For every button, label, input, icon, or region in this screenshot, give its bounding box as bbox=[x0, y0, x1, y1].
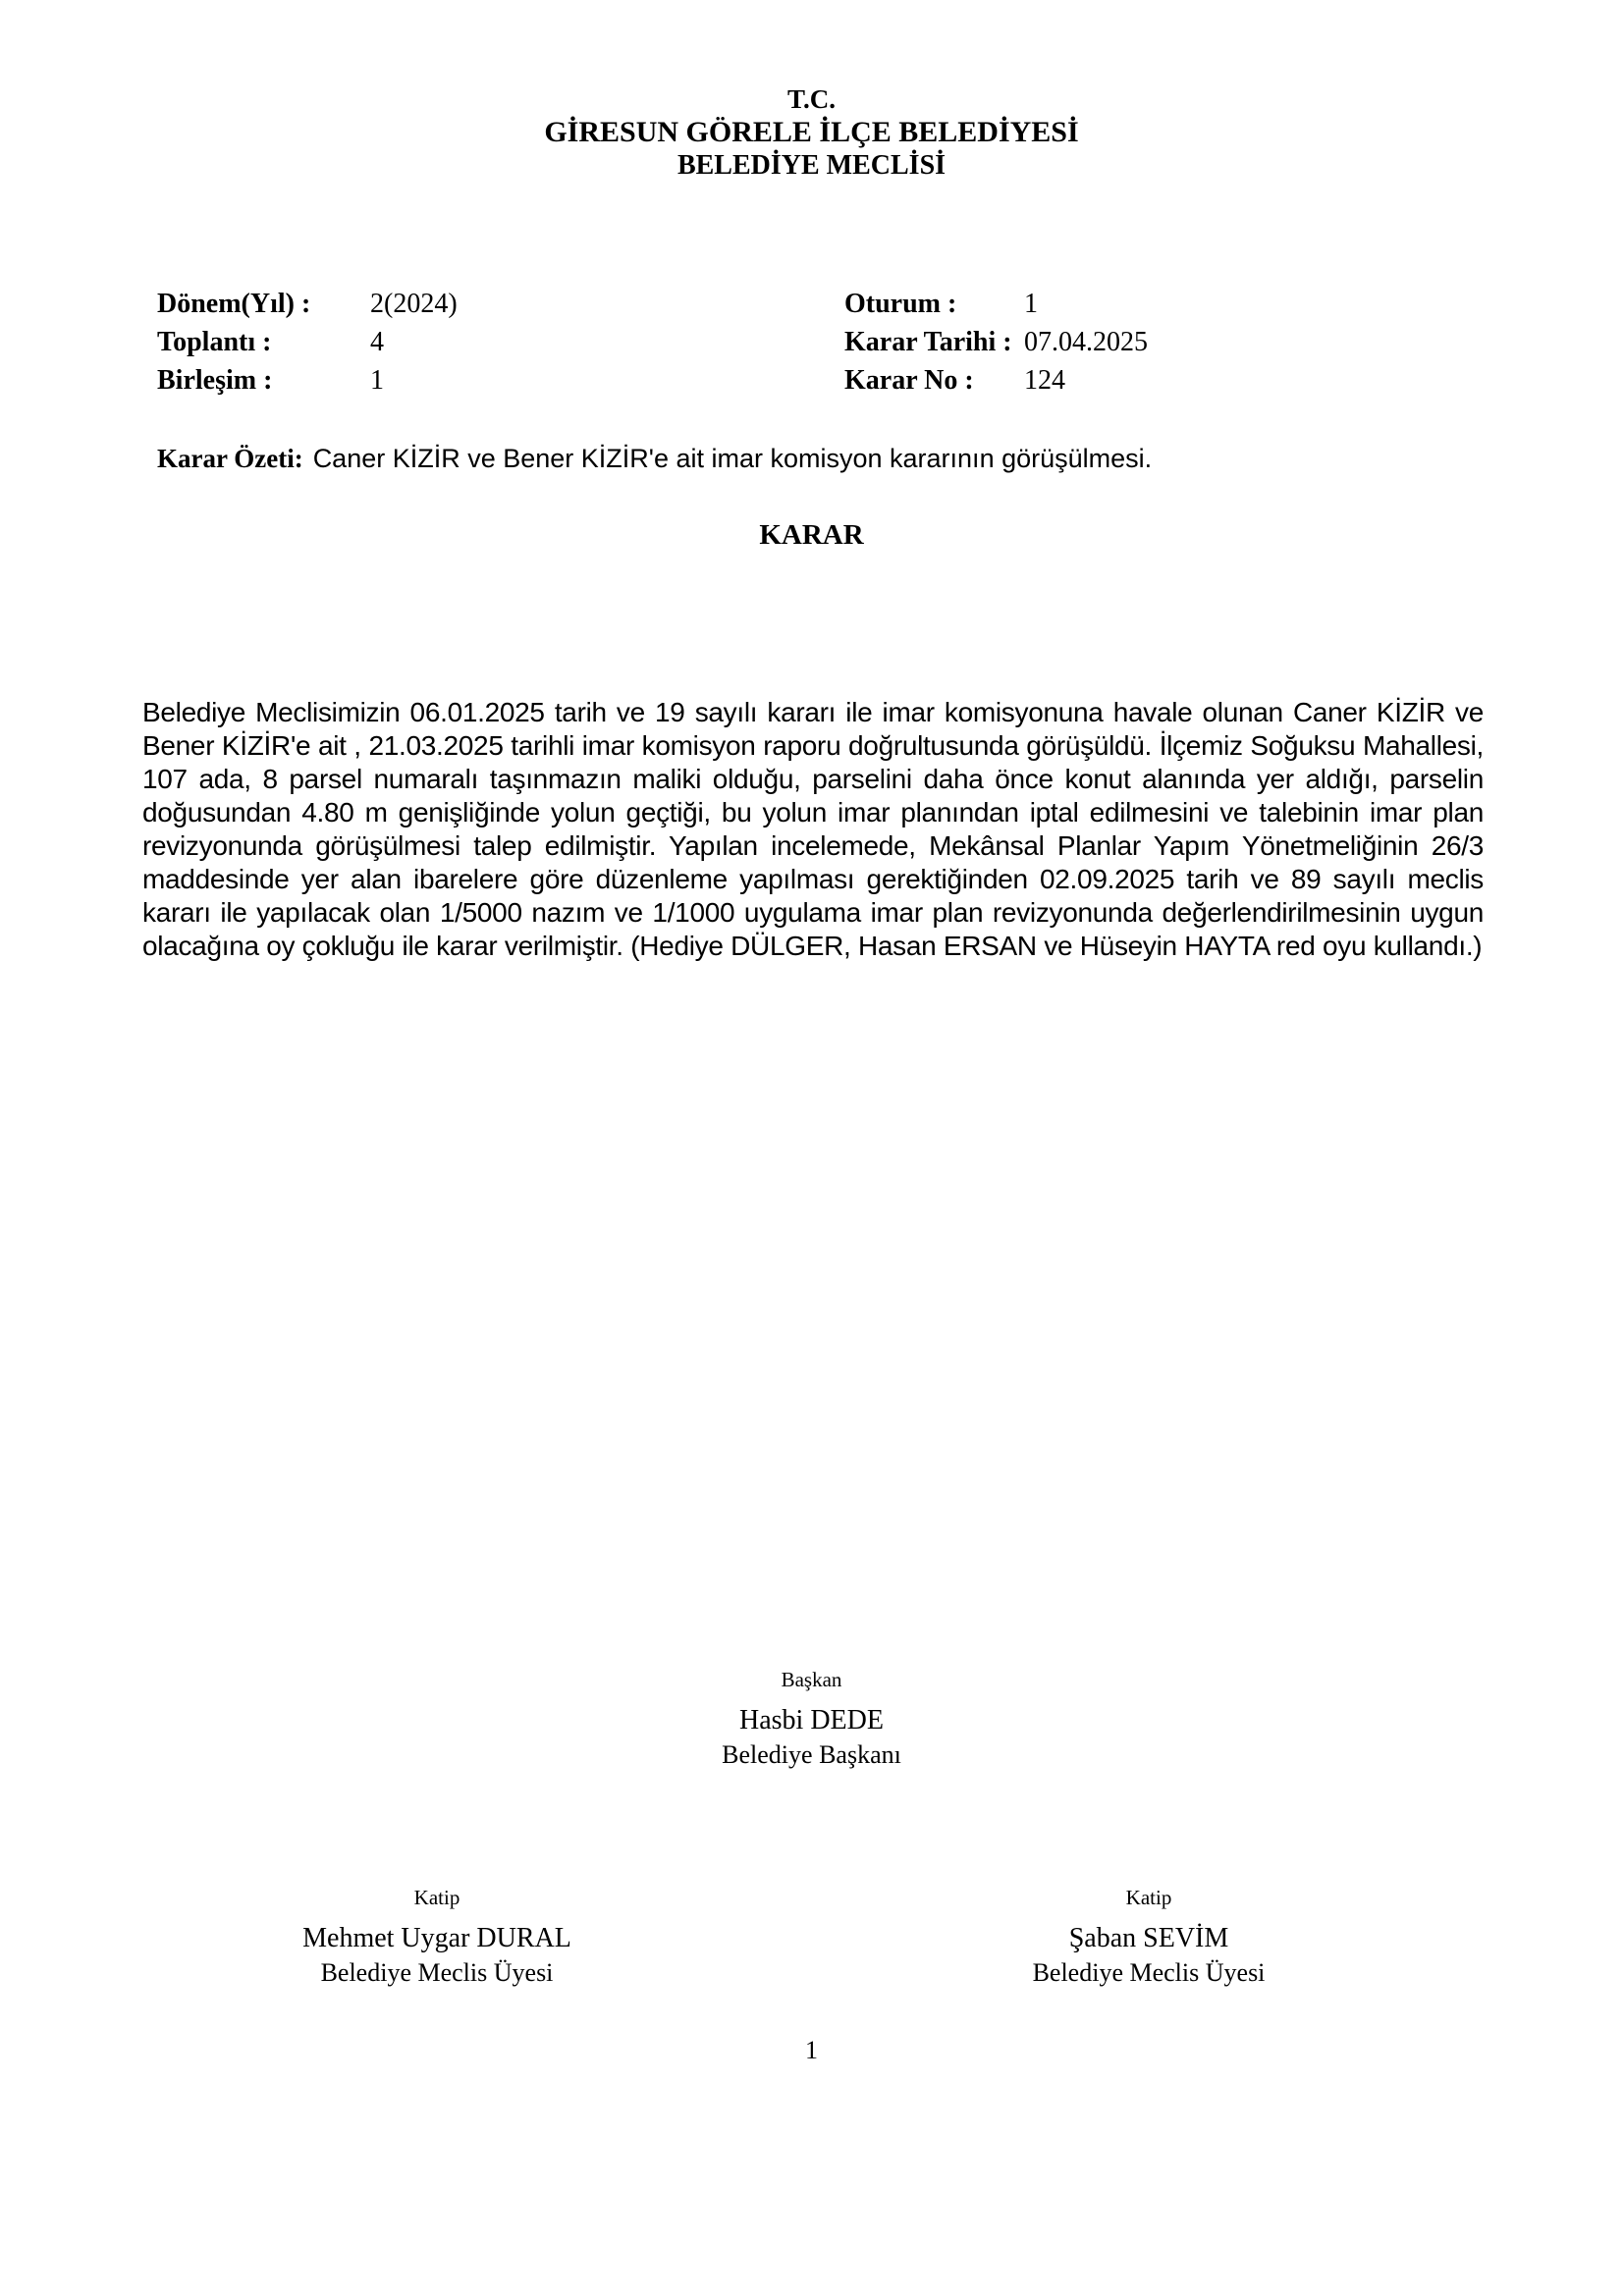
signature-role: Katip bbox=[1125, 1886, 1172, 1909]
meta-row-donem bbox=[157, 285, 458, 323]
signature-block-clerk-left bbox=[241, 1887, 633, 1990]
decision-heading: KARAR bbox=[759, 519, 864, 551]
republic-title: T.C. bbox=[786, 84, 836, 114]
meta-left-column bbox=[157, 285, 458, 400]
meta-value-birlesim: 1 bbox=[370, 365, 384, 396]
page-number: 1 bbox=[805, 2036, 818, 2064]
meta-label-oturum: Oturum : bbox=[844, 289, 957, 319]
decision-body-paragraph: Belediye Meclisimizin 06.01.2025 tarih ve 19 sayılı kararı ile imar komisyonuna havale olunan Caner KİZİR ve Bener KİZİR'e ait , 21.03.2025 tarihli imar komisyon raporu doğrultusunda görüşüldü. İlçemiz Soğuksu Mahallesi, 107 ada, 8 parsel numaralı taşınmazın maliki olduğu, parselini daha önce konut alanında yer aldığı, parselin doğusundan 4.80 m genişliğinde yolun geçtiği, bu yolun imar planından iptal edilmesini ve talebinin imar plan revizyonunda görüşülmesi talep edilmiştir. Yapılan incelemede, Mekânsal Planlar Yapım Yönetmeliğinin 26/3 maddesinde yer alan ibarelere göre düzenleme yapılması gerektiğinden 02.09.2025 tarih ve 89 sayılı meclis kararı ile yapılacak olan 1/5000 nazım ve 1/1000 uygulama imar plan revizyonunda değerlendirilmesinin uygun olacağına oy çokluğu ile karar verilmiştir. (Hediye DÜLGER, Hasan ERSAN ve Hüseyin HAYTA red oyu kullandı.) bbox=[142, 697, 1484, 961]
signature-title: Belediye Başkanı bbox=[722, 1740, 901, 1769]
meta-row-birlesim bbox=[157, 361, 458, 400]
summary-label: Karar Özeti: bbox=[157, 444, 303, 473]
meta-label-toplanti: Toplantı : bbox=[157, 327, 272, 357]
signature-title: Belediye Meclis Üyesi bbox=[320, 1958, 554, 1987]
meta-label-birlesim: Birleşim : bbox=[157, 365, 273, 396]
signature-name: Şaban SEVİM bbox=[1068, 1923, 1229, 1953]
signature-name: Mehmet Uygar DURAL bbox=[302, 1923, 571, 1953]
signature-name: Hasbi DEDE bbox=[739, 1705, 884, 1735]
signature-role: Başkan bbox=[781, 1668, 842, 1691]
meta-value-oturum: 1 bbox=[1024, 289, 1038, 319]
meta-row-karar-tarihi bbox=[844, 323, 1148, 361]
meta-label-karar-no: Karar No : bbox=[844, 365, 974, 396]
municipality-title: GİRESUN GÖRELE İLÇE BELEDİYESİ bbox=[544, 116, 1079, 148]
decision-summary bbox=[157, 442, 1486, 475]
meta-row-karar-no bbox=[844, 361, 1148, 400]
signature-block-clerk-right bbox=[952, 1887, 1345, 1990]
summary-text: Caner KİZİR ve Bener KİZİR'e ait imar komisyon kararının görüşülmesi. bbox=[312, 444, 1153, 473]
meta-row-oturum bbox=[844, 285, 1148, 323]
meta-label-karar-tarihi: Karar Tarihi : bbox=[844, 327, 1012, 357]
signature-role: Katip bbox=[413, 1886, 460, 1909]
meta-value-toplanti: 4 bbox=[370, 327, 384, 357]
meta-value-karar-tarihi: 07.04.2025 bbox=[1024, 327, 1148, 357]
signature-block-chairman bbox=[0, 1669, 1623, 1772]
meta-row-toplanti bbox=[157, 323, 458, 361]
signature-title: Belediye Meclis Üyesi bbox=[1032, 1958, 1266, 1987]
meta-right-column bbox=[844, 285, 1148, 400]
meta-value-donem: 2(2024) bbox=[370, 289, 458, 319]
meta-label-donem: Dönem(Yıl) : bbox=[157, 289, 311, 319]
letterhead bbox=[0, 82, 1623, 183]
council-title: BELEDİYE MECLİSİ bbox=[676, 150, 947, 181]
meta-value-karar-no: 124 bbox=[1024, 365, 1065, 396]
